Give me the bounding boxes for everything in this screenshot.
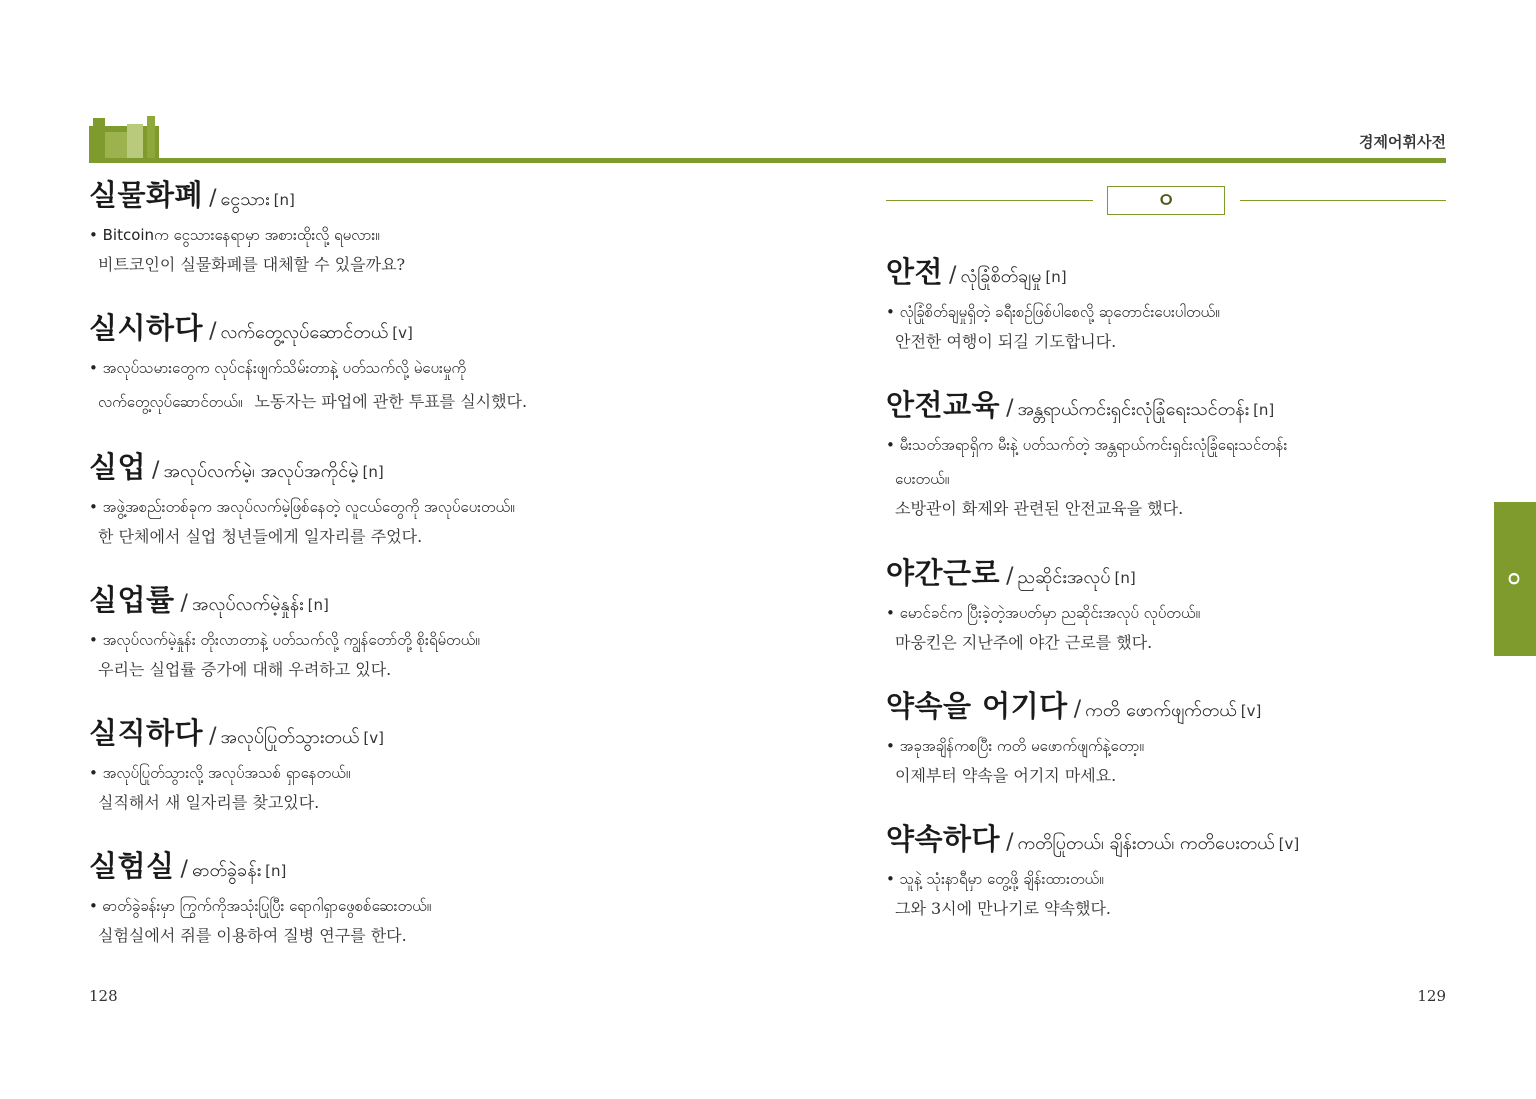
entry-silheomsil (89, 846, 779, 951)
entry-silmulhwapye (89, 175, 779, 280)
korean-translation: 한 단체에서 실업 청년들에게 일자리를 주었다. (98, 527, 423, 546)
slash-separator: / (1006, 396, 1014, 421)
slash-separator: / (209, 319, 217, 344)
example-sentence: • Bitcoinက ငွေသားနေရာမှာ အစားထိုးလို့ ရမလား။ (89, 226, 380, 244)
korean-translation: 실직해서 새 일자리를 찾고있다. (98, 793, 320, 812)
part-of-speech: [v] (363, 729, 384, 747)
meaning: လုံခြုံစိတ်ချမှု (960, 266, 1042, 287)
meaning: ညဆိုင်းအလုပ် (1017, 567, 1111, 588)
example-sentence: • မီးသတ်အရာရှိက မီးနဲ့ ပတ်သက်တဲ့ အန္တရာယ်ကင်းရှင်းလုံခြုံရေးသင်တန်း (886, 436, 1288, 454)
slash-separator: / (180, 591, 188, 616)
korean-translation: 이제부터 약속을 어기지 마세요. (895, 766, 1117, 785)
header-decoration (89, 116, 159, 160)
headword: 실직하다 (89, 716, 204, 750)
slash-separator: / (949, 263, 957, 288)
headword: 실물화폐 (89, 178, 204, 212)
page-number-left: 128 (89, 987, 118, 1005)
section-letter-marker (886, 186, 1446, 216)
marker-box (1107, 186, 1225, 215)
example-sentence: • အလုပ်သမားတွေက လုပ်ငန်းဖျက်သိမ်းတာနဲ့ ပတ်သက်လို့ မဲပေးမှုကို (89, 359, 467, 377)
entry-anjeongyoyuk (886, 385, 1456, 524)
example-sentence: • အလုပ်လက်မဲ့နှုန်း တိုးလာတာနဲ့ ပတ်သက်လို့ ကျွန်တော်တို့ စိုးရိမ်တယ်။ (89, 631, 480, 649)
example-sentence: • အဖွဲ့အစည်းတစ်ခုက အလုပ်လက်မဲ့ဖြစ်နေတဲ့ လူငယ်တွေကို အလုပ်ပေးတယ်။ (89, 498, 515, 516)
korean-translation: 소방관이 화제와 관련된 안전교육을 했다. (895, 499, 1184, 518)
example-sentence: • အခုအချိန်ကစပြီး ကတိ မဖောက်ဖျက်နဲ့တော့။ (886, 737, 1144, 755)
headword: 안전교육 (886, 388, 1001, 422)
headword: 야간근로 (886, 556, 1001, 590)
entry-yaksokhada (886, 819, 1456, 924)
example-continuation (89, 387, 779, 417)
part-of-speech: [n] (1253, 401, 1275, 419)
headword: 실시하다 (89, 311, 204, 345)
page-number-right: 129 (1417, 987, 1446, 1005)
meaning: ကတိပြုတယ်၊ ချိန်းတယ်၊ ကတိပေးတယ် (1017, 833, 1275, 854)
entry-yagangeunro (886, 553, 1456, 658)
korean-translation: 그와 3시에 만나기로 약속했다. (895, 899, 1111, 918)
meaning: အလုပ်လက်မဲ့နှုန်း (191, 594, 304, 615)
example-sentence: • သူနဲ့ သုံးနာရီမှာ တွေ့ဖို့ ချိန်းထားတယ်။ (886, 870, 1104, 888)
slash-separator: / (152, 458, 160, 483)
headword: 안전 (886, 255, 944, 289)
part-of-speech: [n] (1114, 569, 1136, 587)
marker-rule-left (886, 200, 1093, 201)
korean-translation: 마웅킨은 지난주에 야간 근로를 했다. (895, 633, 1153, 652)
part-of-speech: [n] (273, 191, 295, 209)
part-of-speech: [n] (362, 463, 384, 481)
entry-sireop (89, 447, 779, 552)
meaning: ဓာတ်ခွဲခန်း (191, 860, 262, 881)
meaning: လက်တွေ့လုပ်ဆောင်တယ် (220, 322, 389, 343)
entry-anjeon (886, 252, 1456, 357)
headword: 실업률 (89, 583, 175, 617)
example-sentence: • လုံခြုံစိတ်ချမှုရှိတဲ့ ခရီးစဉ်ဖြစ်ပါစေလို့ ဆုတောင်းပေးပါတယ်။ (886, 303, 1220, 321)
korean-translation: 안전한 여행이 되길 기도합니다. (895, 332, 1117, 351)
part-of-speech: [v] (392, 324, 413, 342)
section-letter: ㅇ (1156, 188, 1176, 212)
side-tab-letter: ㅇ (1501, 568, 1526, 589)
slash-separator: / (1073, 697, 1082, 722)
headword: 약속하다 (886, 822, 1001, 856)
running-header-title: 경제어휘사전 (1359, 133, 1446, 151)
entry-siljikhada (89, 713, 779, 818)
slash-separator: / (209, 724, 217, 749)
meaning: အလုပ်လက်မဲ့၊ အလုပ်အကိုင်မဲ့ (163, 461, 359, 482)
part-of-speech: [n] (307, 596, 329, 614)
headword: 실업 (89, 450, 147, 484)
example-sentence: • အလုပ်ပြုတ်သွားလို့ အလုပ်အသစ် ရှာနေတယ်။ (89, 764, 351, 782)
korean-translation: 우리는 실업률 증가에 대해 우려하고 있다. (98, 660, 392, 679)
entry-sireopryul (89, 580, 779, 685)
marker-rule-right (1240, 200, 1446, 201)
headword: 약속을 어기다 (886, 689, 1068, 723)
meaning: ကတိ ဖောက်ဖျက်တယ် (1085, 700, 1237, 721)
meaning: အန္တရာယ်ကင်းရှင်းလုံခြုံရေးသင်တန်း (1017, 399, 1250, 420)
header-rule (89, 158, 1446, 163)
meaning: အလုပ်ပြုတ်သွားတယ် (220, 727, 360, 748)
example-sentence: • မောင်ခင်က ပြီးခဲ့တဲ့အပတ်မှာ ညဆိုင်းအလုပ် လုပ်တယ်။ (886, 604, 1200, 622)
entry-silsihada (89, 308, 779, 417)
example-continuation: ပေးတယ်။ (895, 470, 950, 488)
part-of-speech: [n] (1045, 268, 1067, 286)
slash-separator: / (1006, 830, 1014, 855)
part-of-speech: [v] (1278, 835, 1300, 853)
example-tail: လက်တွေ့လုပ်ဆောင်တယ်။ (98, 393, 243, 411)
part-of-speech: [v] (1240, 702, 1262, 720)
headword: 실험실 (89, 849, 175, 883)
meaning: ငွေသား (220, 189, 270, 210)
entry-yaksogeul-eogida (886, 686, 1456, 791)
korean-translation: 노동자는 파업에 관한 투표를 실시했다. (254, 392, 528, 411)
slash-separator: / (180, 857, 188, 882)
slash-separator: / (1006, 564, 1014, 589)
slash-separator: / (209, 186, 217, 211)
section-side-tab (1494, 502, 1536, 656)
part-of-speech: [n] (265, 862, 287, 880)
example-sentence: • ဓာတ်ခွဲခန်းမှာ ကြွက်ကိုအသုံးပြုပြီး ရောဂါရှာဖွေစစ်ဆေးတယ်။ (89, 897, 432, 915)
korean-translation: 비트코인이 실물화폐를 대체할 수 있을까요? (98, 255, 406, 274)
korean-translation: 실험실에서 쥐를 이용하여 질병 연구를 한다. (98, 926, 407, 945)
